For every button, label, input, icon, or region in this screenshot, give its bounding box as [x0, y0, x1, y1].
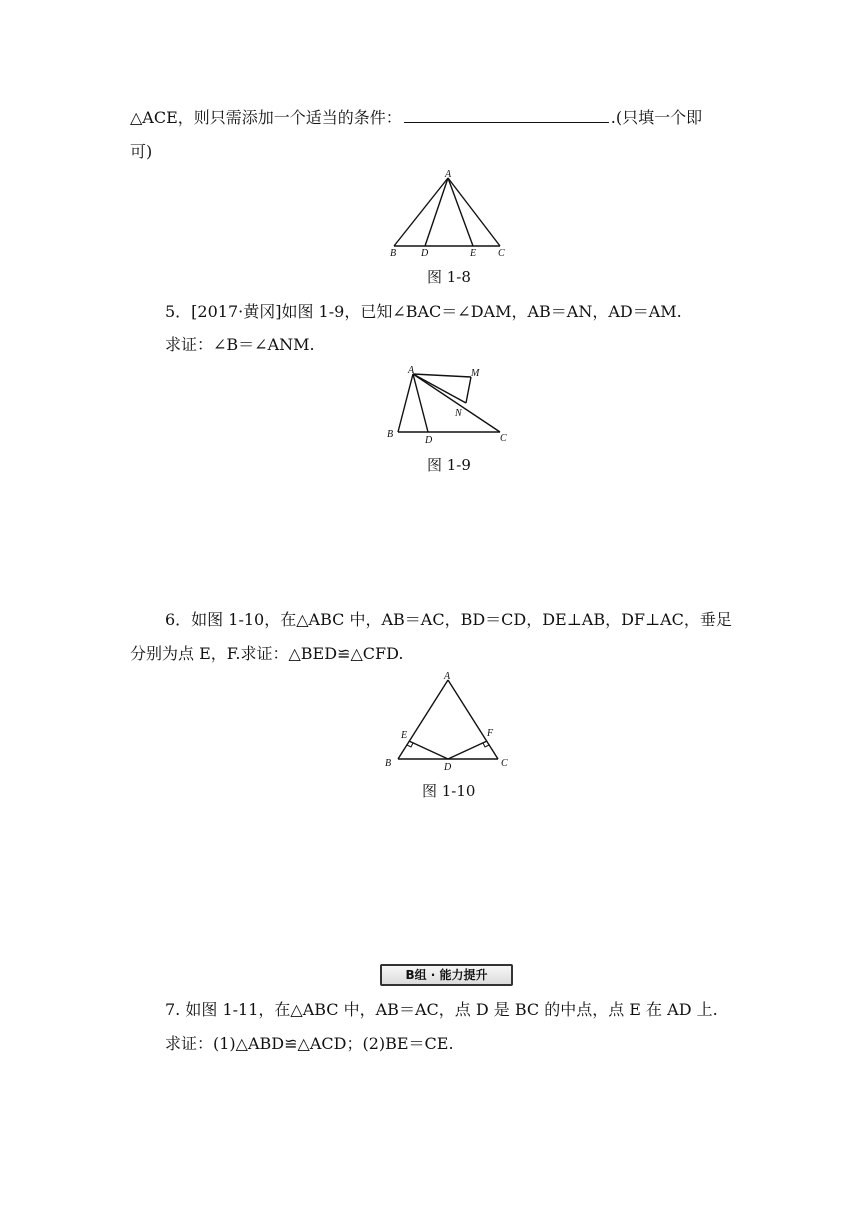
figure-1-9 [384, 364, 514, 448]
fig8-label-e: E [470, 248, 477, 259]
problem7-line2: 求证：(1)△ABD≌△ACD；(2)BE＝CE. [165, 1034, 454, 1053]
fig8-label-b: B [390, 248, 397, 259]
figure-1-8 [380, 168, 510, 260]
fig8-label-d: D [421, 248, 429, 259]
problem5-line2: 求证：∠B＝∠ANM. [165, 335, 315, 354]
fig10-label-b: B [385, 758, 392, 769]
fig9-label-b: B [387, 429, 394, 440]
problem4-line1 [130, 107, 702, 128]
fig9-label-d: D [425, 435, 433, 446]
figure-1-9-caption: 图 1-9 [427, 456, 471, 474]
fig10-label-f: F [487, 728, 494, 739]
figure-1-10 [380, 668, 520, 772]
fig8-label-a: A [445, 169, 452, 180]
problem6-line1: 6．如图 1-10，在△ABC 中，AB＝AC，BD＝CD，DE⊥AB，DF⊥AC，垂足 [165, 610, 732, 629]
fig9-label-m: M [471, 368, 480, 379]
problem7-line1: 7. 如图 1-11，在△ABC 中，AB＝AC，点 D 是 BC 的中点，点 E 在 AD 上. [165, 1000, 718, 1019]
fig10-label-e: E [401, 730, 408, 741]
fig10-label-d: D [444, 762, 452, 772]
fig9-label-n: N [455, 408, 462, 419]
fig9-label-c: C [500, 433, 507, 444]
answer-blank[interactable] [404, 107, 609, 123]
section-badge: B组 · 能力提升 [380, 964, 513, 986]
problem4-line2: 可) [130, 142, 153, 161]
fig10-label-c: C [501, 758, 508, 769]
fig8-label-c: C [498, 248, 505, 259]
problem5-line1: 5．[2017·黄冈]如图 1-9，已知∠BAC＝∠DAM，AB＝AN，AD＝AM. [165, 302, 682, 321]
problem4-line1-text: △ACE，则只需添加一个适当的条件： [130, 108, 402, 127]
figure-1-8-caption: 图 1-8 [427, 268, 471, 286]
problem6-line2: 分别为点 E，F.求证：△BED≌△CFD. [130, 644, 404, 663]
fig9-label-a: A [408, 365, 415, 376]
problem4-line1-tail: .(只填一个即 [610, 108, 703, 127]
fig10-label-a: A [444, 671, 451, 682]
figure-1-10-caption: 图 1-10 [422, 782, 476, 800]
